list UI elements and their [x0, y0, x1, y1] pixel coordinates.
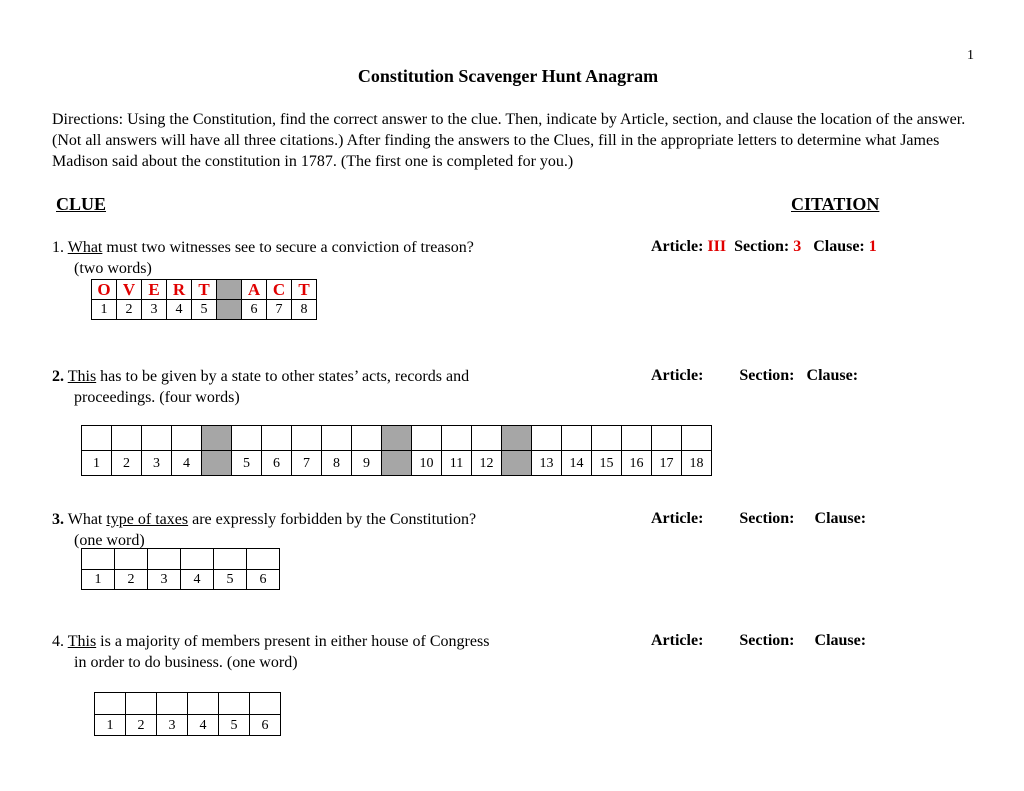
grid-number: 9	[352, 451, 382, 476]
grid-number: 1	[82, 570, 115, 590]
grid-cell[interactable]	[652, 426, 682, 451]
answer-grid-1	[91, 279, 317, 320]
grid-number: 7	[267, 300, 292, 320]
grid-spacer	[217, 280, 242, 300]
grid-number: 6	[247, 570, 280, 590]
grid-cell[interactable]	[82, 426, 112, 451]
clue-number: 2.	[52, 368, 64, 385]
grid-cell[interactable]	[142, 426, 172, 451]
grid-cell[interactable]: E	[142, 280, 167, 300]
grid-spacer	[202, 426, 232, 451]
grid-cell[interactable]	[622, 426, 652, 451]
grid-number: 13	[532, 451, 562, 476]
grid-cell[interactable]: C	[267, 280, 292, 300]
clue-keyword: This	[67, 368, 97, 385]
grid-cell[interactable]: V	[117, 280, 142, 300]
grid-cell[interactable]	[322, 426, 352, 451]
clue-1: 1. What must two witnesses see to secure a conviction of treason? (two words)	[52, 239, 474, 277]
grid-number: 14	[562, 451, 592, 476]
answer-grid-4	[94, 692, 281, 736]
grid-number: 10	[412, 451, 442, 476]
grid-number: 1	[95, 715, 126, 736]
grid-number: 4	[181, 570, 214, 590]
grid-cell[interactable]	[292, 426, 322, 451]
grid-number: 7	[292, 451, 322, 476]
grid-number: 16	[622, 451, 652, 476]
grid-number: 3	[157, 715, 188, 736]
clue-4: 4. This is a majority of members present in either house of Congress in order to do business. (one word)	[52, 633, 490, 671]
grid-number: 6	[250, 715, 281, 736]
clue-number: 3.	[52, 511, 64, 528]
citation-header: CITATION	[791, 194, 880, 214]
clue-number: 4.	[52, 633, 64, 650]
grid-cell[interactable]	[115, 549, 148, 570]
clue-keyword: type of taxes	[106, 511, 189, 528]
grid-number: 2	[112, 451, 142, 476]
clue-keyword: This	[67, 633, 97, 650]
grid-cell[interactable]	[472, 426, 502, 451]
grid-cell[interactable]	[148, 549, 181, 570]
grid-number: 4	[172, 451, 202, 476]
grid-spacer	[217, 300, 242, 320]
citation-1: Article: III Section: 3 Clause: 1	[651, 238, 877, 255]
page-number: 1	[967, 48, 974, 63]
grid-cell[interactable]	[219, 693, 250, 715]
grid-number: 17	[652, 451, 682, 476]
grid-spacer	[502, 426, 532, 451]
grid-number: 5	[192, 300, 217, 320]
grid-spacer	[502, 451, 532, 476]
citation-4: Article: Section: Clause:	[651, 632, 867, 649]
grid-number: 4	[188, 715, 219, 736]
grid-cell[interactable]: A	[242, 280, 267, 300]
citation-section-value: 3	[793, 238, 802, 255]
grid-cell[interactable]	[232, 426, 262, 451]
grid-number: 3	[142, 451, 172, 476]
grid-cell[interactable]	[112, 426, 142, 451]
grid-number: 8	[322, 451, 352, 476]
grid-cell[interactable]	[250, 693, 281, 715]
grid-cell[interactable]	[188, 693, 219, 715]
grid-cell[interactable]	[592, 426, 622, 451]
grid-number: 5	[214, 570, 247, 590]
grid-cell[interactable]	[247, 549, 280, 570]
grid-cell[interactable]	[214, 549, 247, 570]
grid-number: 15	[592, 451, 622, 476]
grid-cell[interactable]	[442, 426, 472, 451]
grid-number: 6	[262, 451, 292, 476]
grid-cell[interactable]	[562, 426, 592, 451]
grid-cell[interactable]	[532, 426, 562, 451]
grid-spacer	[382, 451, 412, 476]
grid-number: 1	[92, 300, 117, 320]
grid-number: 4	[167, 300, 192, 320]
citation-clause-value: 1	[868, 238, 877, 255]
grid-cell[interactable]	[412, 426, 442, 451]
clue-header: CLUE	[56, 194, 107, 214]
grid-number: 8	[292, 300, 317, 320]
grid-number: 11	[442, 451, 472, 476]
page-title: Constitution Scavenger Hunt Anagram	[357, 66, 659, 86]
clue-2: 2. This has to be given by a state to other states’ acts, records and proceedings. (four words)	[52, 368, 470, 406]
grid-cell[interactable]	[126, 693, 157, 715]
grid-number: 1	[82, 451, 112, 476]
grid-number: 18	[682, 451, 712, 476]
grid-cell[interactable]: R	[167, 280, 192, 300]
grid-cell[interactable]	[682, 426, 712, 451]
answer-grid-3	[81, 548, 280, 590]
grid-cell[interactable]	[181, 549, 214, 570]
grid-cell[interactable]: T	[192, 280, 217, 300]
grid-cell[interactable]	[172, 426, 202, 451]
grid-number: 2	[117, 300, 142, 320]
grid-cell[interactable]	[82, 549, 115, 570]
grid-cell[interactable]: O	[92, 280, 117, 300]
grid-cell[interactable]	[157, 693, 188, 715]
citation-article-value: III	[707, 238, 727, 255]
grid-spacer	[202, 451, 232, 476]
grid-cell[interactable]	[95, 693, 126, 715]
clue-number: 1.	[52, 239, 64, 256]
grid-number: 12	[472, 451, 502, 476]
clue-3: 3. What type of taxes are expressly forbidden by the Constitution? (one word)	[52, 511, 477, 549]
directions-text: Directions: Using the Constitution, find the correct answer to the clue. Then, indicate by Article, section, and clause the location of the answer. (Not all answers will have all three citations.) After finding the answers to the Clues, fill in the appropriate letters to determine what James Madison said about the constitution in 1787. (The first one is completed for you.)	[52, 111, 966, 170]
citation-3: Article: Section: Clause:	[651, 510, 867, 527]
grid-cell[interactable]	[262, 426, 292, 451]
grid-cell[interactable]: T	[292, 280, 317, 300]
grid-spacer	[382, 426, 412, 451]
grid-number: 5	[232, 451, 262, 476]
grid-number: 6	[242, 300, 267, 320]
citation-2: Article: Section: Clause:	[651, 367, 859, 384]
grid-number: 2	[115, 570, 148, 590]
grid-number: 5	[219, 715, 250, 736]
answer-grid-2	[81, 425, 712, 476]
grid-number: 2	[126, 715, 157, 736]
grid-cell[interactable]	[352, 426, 382, 451]
grid-number: 3	[148, 570, 181, 590]
clue-keyword: What	[67, 239, 103, 256]
grid-number: 3	[142, 300, 167, 320]
